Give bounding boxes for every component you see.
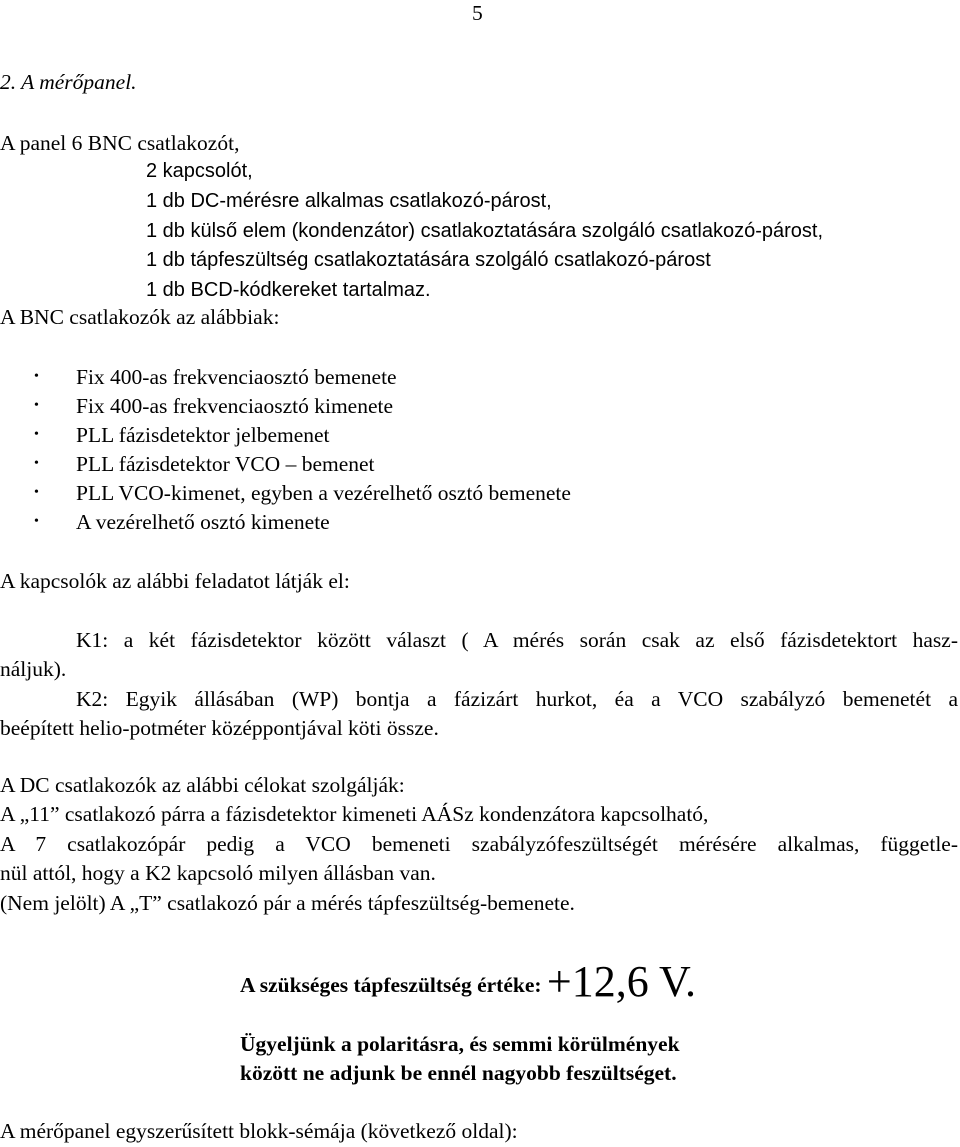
- bullet-icon: •: [34, 456, 39, 471]
- dc-line: nül attól, hogy a K2 kapcsoló milyen állásban van.: [0, 861, 436, 885]
- panel-intro-first-line: A panel 6 BNC csatlakozót,: [0, 131, 240, 155]
- panel-intro-item: 1 db BCD-kódkereket tartalmaz.: [146, 279, 431, 301]
- bullet-icon: •: [34, 369, 39, 384]
- supply-voltage-label: A szükséges tápfeszültség értéke:: [240, 973, 547, 997]
- k2-description-line2: beépített helio-potméter középpontjával köti össze.: [0, 716, 439, 740]
- list-item: PLL VCO-kimenet, egyben a vezérelhető osztó bemenete: [76, 481, 571, 505]
- list-item: PLL fázisdetektor jelbemenet: [76, 423, 330, 447]
- bullet-icon: •: [34, 427, 39, 442]
- warning-line1: Ügyeljünk a polaritásra, és semmi körülmények: [240, 1032, 680, 1056]
- dc-line: A 7 csatlakozópár pedig a VCO bemeneti szabályzófeszültségét mérésére alkalmas, függetle-: [0, 832, 958, 856]
- list-item: A vezérelhető osztó kimenete: [76, 510, 330, 534]
- page-number: 5: [472, 1, 483, 25]
- bullet-icon: •: [34, 485, 39, 500]
- bullet-icon: •: [34, 398, 39, 413]
- k1-description-line2: náljuk).: [0, 657, 67, 681]
- section-title: 2. A mérőpanel.: [0, 70, 137, 94]
- switches-heading: A kapcsolók az alábbi feladatot látják el:: [0, 569, 350, 593]
- supply-voltage-value: +12,6 V.: [546, 957, 697, 1006]
- supply-voltage: [240, 957, 697, 1006]
- panel-intro-item: 1 db külső elem (kondenzátor) csatlakoztatására szolgáló csatlakozó-párost,: [146, 220, 824, 242]
- list-item: Fix 400-as frekvenciaosztó bemenete: [76, 365, 397, 389]
- k1-description-line1: K1: a két fázisdetektor között választ ( A mérés során csak az első fázisdetektort hasz-: [76, 628, 958, 652]
- list-item: Fix 400-as frekvenciaosztó kimenete: [76, 394, 394, 418]
- bnc-heading: A BNC csatlakozók az alábbiak:: [0, 305, 280, 329]
- k2-description-line1: K2: Egyik állásában (WP) bontja a fázizárt hurkot, éa a VCO szabályzó bemenetét a: [76, 687, 958, 711]
- dc-line: A „11” csatlakozó párra a fázisdetektor kimeneti AÁSz kondenzátora kapcsolható,: [0, 802, 709, 826]
- panel-intro-item: 1 db DC-mérésre alkalmas csatlakozó-párost,: [146, 190, 552, 212]
- dc-line: (Nem jelölt) A „T” csatlakozó pár a mérés tápfeszültség-bemenete.: [0, 891, 575, 915]
- warning-line2: között ne adjunk be ennél nagyobb feszültséget.: [240, 1061, 677, 1085]
- panel-intro-item: 1 db tápfeszültség csatlakoztatására szolgáló csatlakozó-párost: [146, 249, 711, 271]
- list-item: PLL fázisdetektor VCO – bemenet: [76, 452, 375, 476]
- panel-intro-item: 2 kapcsolót,: [146, 160, 253, 182]
- bullet-icon: •: [34, 514, 39, 529]
- footer-caption: A mérőpanel egyszerűsített blokk-sémája (következő oldal):: [0, 1119, 518, 1143]
- dc-heading: A DC csatlakozók az alábbi célokat szolgálják:: [0, 773, 405, 797]
